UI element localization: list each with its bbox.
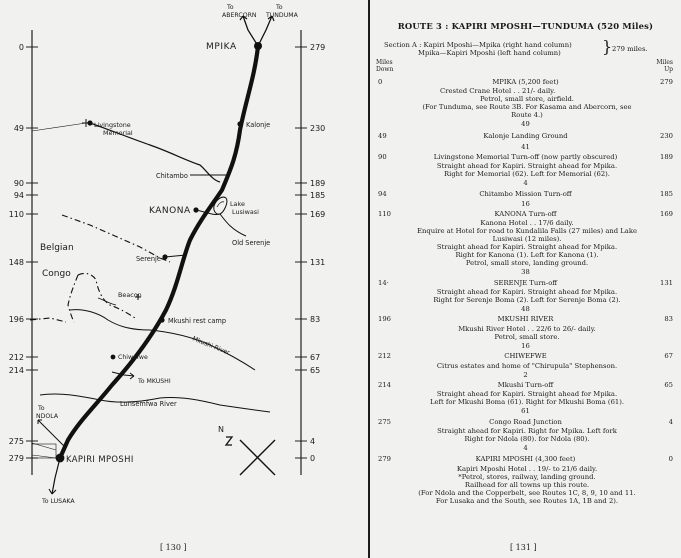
scale-right-label: 185 xyxy=(310,191,326,200)
scale-left-label: 49 xyxy=(13,124,24,133)
scale-right-label: 67 xyxy=(310,353,321,362)
main-road-kapiri-mpika xyxy=(60,46,258,458)
label-congo: Congo xyxy=(42,269,71,279)
label-chitambo: Chitambo xyxy=(156,172,188,180)
scale-right-label: 65 xyxy=(310,366,321,375)
entry-livingstone: 90 Livingstone Memorial Turn-off (now partly obscured) 189 xyxy=(378,153,673,161)
scale-right-label: 189 xyxy=(310,179,326,188)
route-description-page xyxy=(370,0,681,558)
road-to-lusaka xyxy=(52,458,60,494)
north-arrow-icon xyxy=(226,437,232,445)
scale-left-label: 148 xyxy=(8,258,24,267)
serenje-marker xyxy=(162,254,167,259)
entry-congo-road: 275 Congo Road Junction 4 xyxy=(378,418,673,426)
distance-segment: 38 xyxy=(521,268,530,276)
chiwefwe-marker xyxy=(111,355,116,360)
section-a-line-2: Mpika—Kapiri Mposhi (left hand column) xyxy=(418,49,561,57)
scale-right-label: 83 xyxy=(310,315,321,324)
detail-mkushi-turnoff-directions: Straight ahead for Kapiri. Straight ahead for Mpika. xyxy=(436,390,618,398)
scale-left-label: 94 xyxy=(13,191,24,200)
detail-kapiri-services: *Petrol, stores, railway, landing ground. xyxy=(458,473,596,481)
detail-congo-directions: Straight ahead for Kapiri. Right for Mpika. Left fork xyxy=(437,427,617,435)
label-kanona: KANONA xyxy=(149,206,191,216)
entry-mkushi-turnoff: 214 Mkushi Turn-off 65 xyxy=(378,381,673,389)
scale-left-label: 279 xyxy=(8,454,24,463)
label-kapiri-mposhi: KAPIRI MPOSHI xyxy=(66,454,134,464)
label-to-abercorn: To ABERCORN xyxy=(222,4,257,19)
entry-mkushi-river: 196 MKUSHI RIVER 83 xyxy=(378,315,673,323)
entry-kapiri-mposhi: 279 KAPIRI MPOSHI (4,300 feet) 0 xyxy=(378,455,673,463)
detail-kanona-hotel: Kanona Hotel . . 17/6 daily. xyxy=(480,219,574,227)
entry-serenje: 14· SERENJE Turn-off 131 xyxy=(378,279,673,287)
detail-kanona-lake: Lusiwasi (12 miles). xyxy=(492,235,562,243)
section-a-miles: 279 miles. xyxy=(612,45,648,53)
mkushi-rest-camp-marker xyxy=(159,317,164,322)
detail-kanona-turns: Right for Kanona (1). Left for Kanona (1). xyxy=(455,251,599,259)
label-to-mkushi: To MKUSHI xyxy=(138,378,171,385)
distance-segment: 4 xyxy=(523,444,528,452)
distance-segment: 49 xyxy=(521,120,530,128)
section-a xyxy=(384,37,648,57)
label-north: N xyxy=(218,425,224,434)
route-title: ROUTE 3 : KAPIRI MPOSHI—TUNDUMA (520 Miles) xyxy=(397,21,654,31)
detail-mpika-route4: Route 4.) xyxy=(511,111,543,119)
detail-kapiri-ndola: (For Ndola and the Copperbelt, see Routes 1C, 8, 9, 10 and 11. xyxy=(418,489,636,497)
label-old-serenje: Old Serenje xyxy=(232,239,271,247)
label-lunsemfwa-river: Lunsemfwa River xyxy=(120,400,177,408)
scale-left-label: 212 xyxy=(8,353,24,362)
page-number-right: [ 131 ] xyxy=(510,543,537,552)
scale-left-label: 275 xyxy=(8,437,24,446)
detail-kanona-enquire: Enquire at Hotel for road to Kundalila Falls (27 miles) and Lake xyxy=(417,227,637,235)
detail-mpika-hotel: Crested Crane Hotel . . 21/- daily. xyxy=(440,87,556,95)
detail-mkushi-hotel: Mkushi River Hotel . . 22/6 to 26/- daily. xyxy=(458,325,596,333)
label-mpika: MPIKA xyxy=(206,42,237,52)
distance-segment: 2 xyxy=(523,371,528,379)
entry-chitambo: 94 Chitambo Mission Turn-off 185 xyxy=(378,190,673,198)
detail-livingstone-directions: Straight ahead for Kapiri. Straight ahead for Mpika. xyxy=(436,162,618,170)
scale-left-label: 90 xyxy=(13,179,24,188)
kapiri-mposhi-marker xyxy=(56,454,65,463)
miles-down-header: Miles Down xyxy=(376,59,394,73)
scale-right-label: 279 xyxy=(310,43,326,52)
detail-kanona-directions: Straight ahead for Kapiri. Straight ahead for Mpika. xyxy=(436,243,618,251)
label-kalonje: Kalonje xyxy=(246,121,271,129)
detail-mkushi-services: Petrol, small store. xyxy=(494,333,560,341)
kalonje-marker xyxy=(237,121,242,126)
section-a-line-1: Section A : Kapiri Mposhi—Mpika (right hand column) xyxy=(384,41,572,49)
scale-right-label: 131 xyxy=(310,258,326,267)
detail-mpika-routes: (For Tunduma, see Route 3B. For Kasama and Abercorn, see xyxy=(422,103,632,111)
detail-serenje-turns: Right for Serenje Boma (2). Left for Serenje Boma (2). xyxy=(433,296,621,304)
mpika-marker xyxy=(254,42,262,50)
detail-kapiri-hotel: Kapiri Mposhi Hotel . . 19/- to 21/6 daily. xyxy=(456,465,598,473)
entry-chiwefwe: 212 CHIWEFWE 67 xyxy=(378,352,673,360)
scale-left-label: 214 xyxy=(8,366,24,375)
brace-icon: } xyxy=(602,37,613,56)
entry-mpika: 0 MPIKA (5,200 feet) 279 xyxy=(378,78,673,86)
distance-segment: 48 xyxy=(521,305,530,313)
label-livingstone-memorial: Livingstone Memorial xyxy=(94,121,133,137)
scale-right-label: 169 xyxy=(310,210,326,219)
road-to-abercorn xyxy=(243,16,258,46)
scale-left-label: 0 xyxy=(18,43,24,52)
detail-serenje-directions: Straight ahead for Kapiri. Straight ahead for Mpika. xyxy=(436,288,618,296)
distance-segment: 4 xyxy=(523,179,528,187)
road-to-tunduma xyxy=(258,16,272,46)
label-belgian: Belgian xyxy=(40,243,74,253)
label-beacon: Beacon xyxy=(118,291,142,299)
detail-kapiri-lusaka: For Lusaka and the South, see Routes 1A, 1B and 2). xyxy=(435,497,619,505)
page-number-left: [ 130 ] xyxy=(160,543,187,552)
scale-right-label: 0 xyxy=(310,454,316,463)
distance-segment: 61 xyxy=(521,407,530,415)
detail-chiwefwe: Citrus estates and home of "Chirupula" Stephenson. xyxy=(436,362,618,370)
miles-up-header: Miles Up xyxy=(656,59,673,73)
scale-left-label: 196 xyxy=(8,315,24,324)
label-to-ndola: To NDOLA xyxy=(36,405,59,420)
compass-icon xyxy=(240,440,275,475)
scale-right-label: 230 xyxy=(310,124,326,133)
entry-kanona: 110 KANONA Turn-off 169 xyxy=(378,210,673,218)
label-chiwefwe: Chiwefwe xyxy=(118,354,148,361)
detail-mpika-services: Petrol, small store, airfield. xyxy=(480,95,574,103)
scale-left-label: 110 xyxy=(8,210,24,219)
distance-segment: 16 xyxy=(521,342,530,350)
detail-kanona-services: Petrol, small store, landing ground. xyxy=(465,259,589,267)
distance-segment: 41 xyxy=(521,143,530,151)
label-mkushi-rest-camp: Mkushi rest camp xyxy=(168,317,227,325)
label-serenje: Serenje xyxy=(136,255,161,263)
detail-livingstone-turns: Right for Memorial (62). Left for Memorial (62). xyxy=(444,170,610,178)
kanona-marker xyxy=(193,207,198,212)
label-mkushi-river: Mkushi River xyxy=(191,335,231,357)
road-to-ndola xyxy=(38,420,64,446)
scale-right-label: 4 xyxy=(310,437,316,446)
detail-mkushi-turnoff-turns: Left for Mkushi Boma (61). Right for Mkushi Boma (61). xyxy=(429,398,625,406)
entry-kalonje: 49 Kalonje Landing Ground 230 xyxy=(378,132,673,140)
detail-kapiri-railhead: Railhead for all towns up this route. xyxy=(464,481,590,489)
distance-segment: 16 xyxy=(521,200,530,208)
detail-congo-turns: Right for Ndola (80). for Ndola (80). xyxy=(464,435,590,443)
label-lake-lusiwasi: Lake Lusiwasi xyxy=(230,200,259,216)
label-to-lusaka: To LUSAKA xyxy=(42,498,75,505)
label-to-tunduma: To TUNDUMA xyxy=(266,4,298,19)
